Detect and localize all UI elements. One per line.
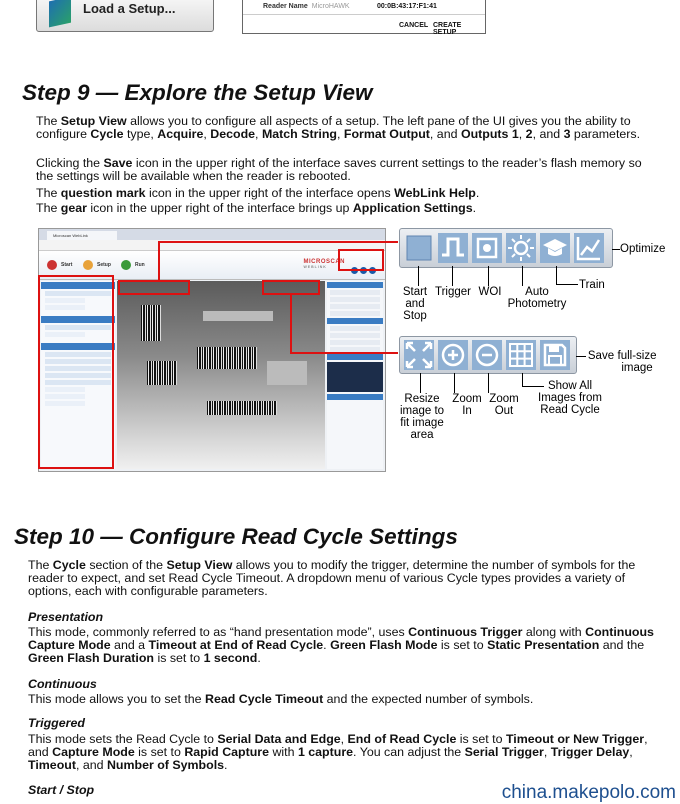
resize-label: Resize image to fit image area	[399, 393, 445, 441]
continuous-text: This mode allows you to set the Read Cycle Timeout and the expected number of symbols.	[28, 692, 534, 706]
left-pane-highlight	[38, 275, 114, 469]
show-all-images-icon[interactable]	[506, 340, 536, 370]
zoom-out-label: Zoom Out	[489, 393, 519, 417]
zoom-out-icon[interactable]	[472, 340, 502, 370]
reader-name-row: Reader Name MicroHAWK	[263, 3, 350, 10]
continuous-heading: Continuous	[28, 677, 97, 691]
camera-image	[117, 281, 325, 469]
step9-p1: The Setup View allows you to configure all aspects of a setup. The left pane of the UI gives you the ability to configure Cycle type, Acquire, Decode, Match String, Format Output, and Outputs 1, 2, and 3 parameters.	[36, 114, 641, 142]
presentation-heading: Presentation	[28, 610, 104, 624]
step9-p2: Clicking the Save icon in the upper right of the interface saves current settings to the reader’s flash memory so the settings will be available when the reader is rebooted.	[36, 156, 642, 184]
optimize-icon[interactable]	[574, 233, 604, 263]
train-icon[interactable]	[540, 233, 570, 263]
setup-file-icon	[49, 0, 71, 27]
run-mode-button[interactable]: Run	[121, 259, 145, 271]
auto-photometry-icon[interactable]	[506, 233, 536, 263]
step9-title: Step 9 — Explore the Setup View	[22, 80, 373, 105]
step10-intro: The Cycle section of the Setup View allows you to modify the trigger, determine the number of symbols for the reader to expect, and set Read Cycle Timeout. A dropdown menu of various Cycle types provides a variety of options, each with configurable parameters.	[28, 558, 636, 599]
step9-p3: The question mark icon in the upper right of the interface opens WebLink Help.	[36, 186, 480, 200]
image-tools-toolbar	[399, 336, 577, 374]
browser-tab: Microscan WebLink	[47, 231, 117, 240]
start-mode-button[interactable]: Start	[47, 259, 72, 271]
load-setup-button[interactable]	[36, 0, 214, 32]
zoom-in-label: Zoom In	[452, 393, 482, 417]
start-stop-label: Start and Stop	[402, 286, 428, 322]
cycle-tools-highlight	[262, 280, 320, 295]
triggered-heading: Triggered	[28, 716, 85, 730]
full-size-image-label: full-size image	[617, 350, 657, 374]
mac-address: 00:0B:43:17:F1:41	[377, 3, 437, 10]
presentation-text: This mode, commonly referred to as “hand presentation mode”, uses Continuous Trigger along with Continuous Capture Mode and a Timeout at End of Read Cycle. Green Flash Mode is set to Static Presentation and the Green Flash Duration is set to 1 second.	[28, 625, 654, 666]
save-full-size-image-icon[interactable]	[540, 340, 570, 370]
optimize-label: Optimize	[620, 243, 666, 255]
cancel-button[interactable]: CANCEL	[399, 22, 429, 29]
save-label: Save	[587, 350, 615, 362]
show-all-label: Show All Images from Read Cycle	[538, 380, 602, 416]
create-setup-button[interactable]: CREATE SETUP	[433, 22, 462, 36]
zoom-in-icon[interactable]	[438, 340, 468, 370]
watermark: china.makepolo.com	[501, 782, 676, 803]
auto-photometry-label: Auto Photometry	[507, 286, 567, 310]
train-label: Train	[579, 279, 605, 291]
trigger-label: Trigger	[435, 286, 471, 298]
woi-icon[interactable]	[472, 233, 502, 263]
load-setup-label: Load a Setup...	[83, 1, 176, 16]
microscan-logo: MICROSCAN WEBLINK	[303, 259, 345, 269]
top-right-icons-highlight	[338, 249, 384, 271]
start-stop-icon[interactable]	[404, 233, 434, 263]
resize-to-fit-icon[interactable]	[404, 340, 434, 370]
create-setup-dialog	[242, 0, 486, 34]
step9-p4: The gear icon in the upper right of the interface brings up Application Settings.	[36, 201, 477, 215]
setup-right-pane	[327, 281, 383, 469]
image-tools-highlight	[118, 280, 190, 295]
triggered-text: This mode sets the Read Cycle to Serial Data and Edge, End of Read Cycle is set to Timeout or New Trigger, and Capture Mode is set to Rapid Capture with 1 capture. You can adjust the Serial Trigger, Trigger Delay, Timeout, and Number of Symbols.	[28, 732, 648, 773]
start-stop-heading: Start / Stop	[28, 783, 95, 797]
setup-mode-button[interactable]: Setup	[83, 259, 111, 271]
cycle-tools-toolbar	[399, 228, 613, 268]
woi-label: WOI	[478, 286, 502, 298]
trigger-icon[interactable]	[438, 233, 468, 263]
step10-title: Step 10 — Configure Read Cycle Settings	[14, 524, 458, 549]
